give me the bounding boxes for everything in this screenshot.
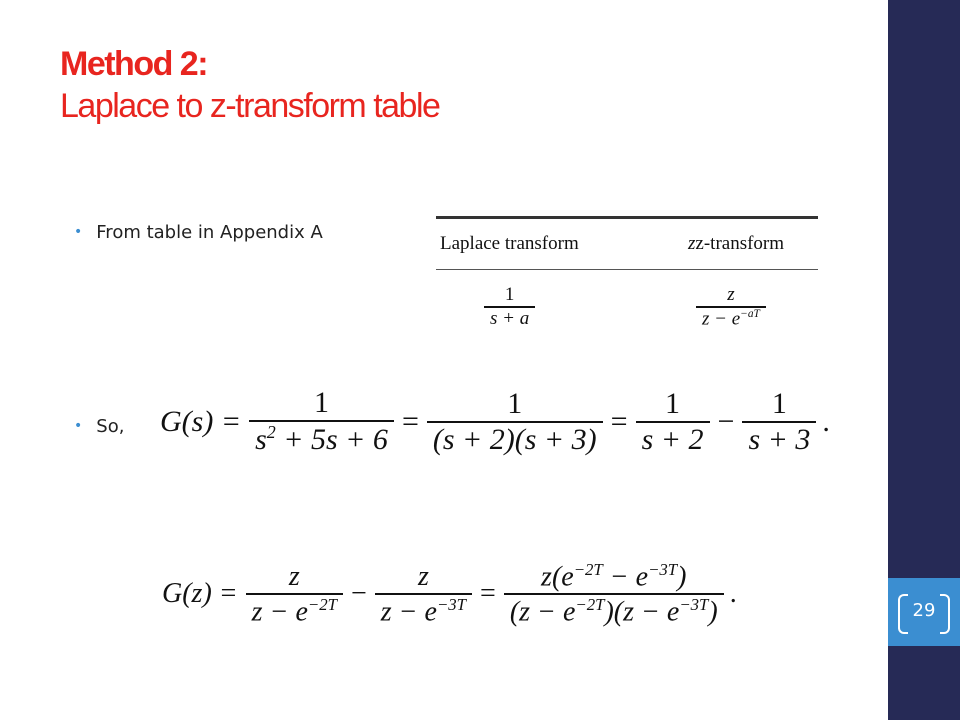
bullet-dot: • <box>74 224 83 240</box>
page-number-tab <box>888 578 960 646</box>
z-fraction <box>696 284 766 330</box>
eq2-fraction-3: $\frac{z(e^{-2T} - e^{-3T})}{(z - e^{-2T})(z - e^{-3T})}$ <box>504 560 724 629</box>
z-numerator: z <box>727 284 735 305</box>
laplace-fraction <box>484 284 535 330</box>
eq1-fraction-2: $\frac{1}{(s + 2)(s + 3)}$ <box>427 387 603 457</box>
bullet-so <box>74 416 124 437</box>
eq2-period: . <box>729 578 737 610</box>
eq1-equals-2: = <box>401 404 419 438</box>
transform-table <box>436 216 818 350</box>
table-row <box>436 270 818 350</box>
header-laplace: Laplace transform <box>440 233 579 254</box>
eq1-lhs: G(s) = <box>160 404 242 438</box>
eq2-minus: − <box>350 578 367 610</box>
header-z: zz-transform <box>688 233 785 254</box>
eq1-minus: − <box>717 404 735 438</box>
bullet-text: So, <box>96 416 125 437</box>
eq1-fraction-4: $\frac{1}{s + 3}$ <box>742 387 816 457</box>
z-denominator: $z - e^{-aT}$ <box>702 308 760 330</box>
eq1-fraction-3: $\frac{1}{s + 2}$ <box>636 387 710 457</box>
eq1-equals-3: = <box>610 404 628 438</box>
slide-title <box>60 44 439 128</box>
title-line-2: Laplace to z-transform table <box>60 87 440 125</box>
eq1-fraction-1: $\frac{1}{s^2 + 5s + 6}$ <box>249 386 394 457</box>
table-header-row <box>436 219 818 269</box>
page-number: 29 <box>912 600 936 621</box>
eq2-lhs: G(z) = <box>162 578 238 610</box>
eq2-equals: = <box>480 578 496 610</box>
equation-gz <box>162 560 737 629</box>
laplace-numerator: 1 <box>504 284 515 305</box>
title-line-1: Method 2: <box>60 45 208 83</box>
bullet-text: From table in Appendix A <box>96 222 323 243</box>
equation-gs <box>160 386 830 457</box>
eq2-fraction-1: $\frac{z}{z - e^{-2T}}$ <box>246 561 343 628</box>
eq1-period: . <box>822 404 830 438</box>
eq2-fraction-2: $\frac{z}{z - e^{-3T}}$ <box>375 561 472 628</box>
bullet-appendix <box>74 222 323 243</box>
laplace-denominator: s + a <box>490 308 530 329</box>
bullet-dot: • <box>74 418 83 434</box>
